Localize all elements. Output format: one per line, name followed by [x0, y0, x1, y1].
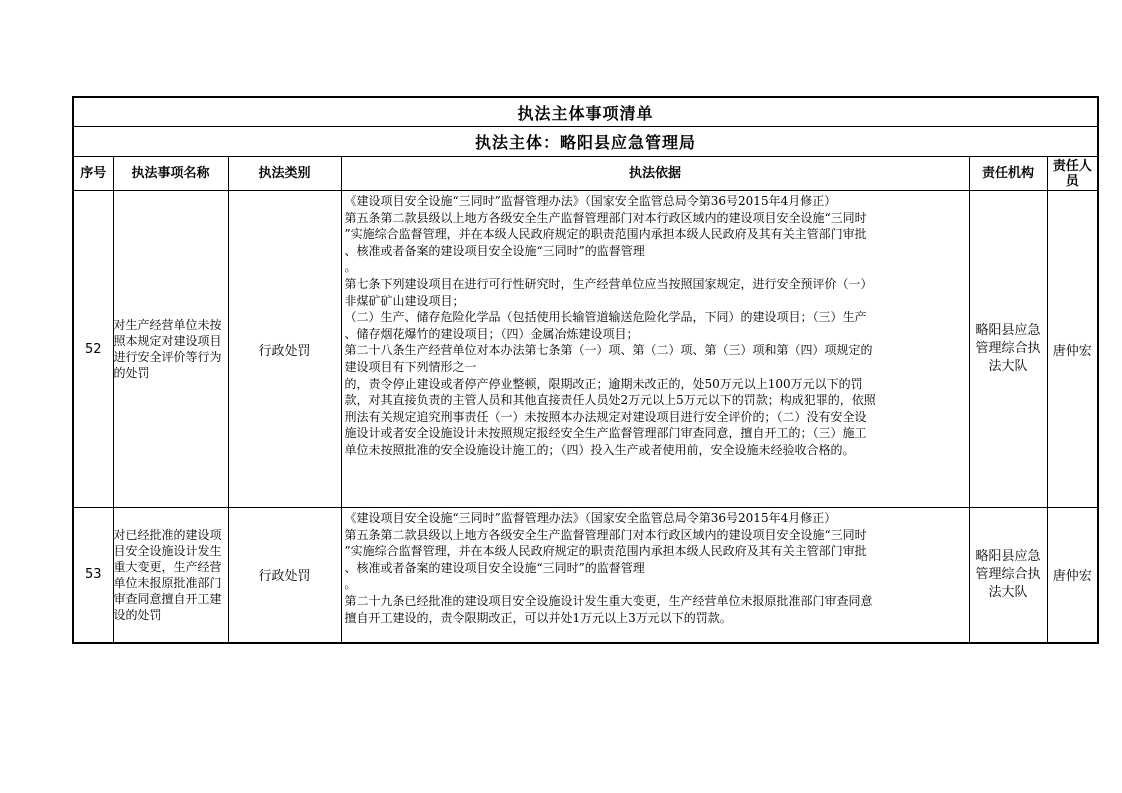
basis-line: 。	[344, 577, 357, 592]
basis-line: 刑法有关规定追究刑事责任（一）未按照本办法规定对建设项目进行安全评价的；（二）没有安全设	[344, 409, 867, 424]
header-name: 执法事项名称	[113, 157, 228, 191]
header-dept: 责任机构	[969, 157, 1047, 191]
basis-line: 擅自开工建设的，责令限期改正，可以并处1万元以上3万元以下的罚款。	[344, 610, 732, 625]
header-seq: 序号	[73, 157, 113, 191]
row-category: 行政处罚	[228, 508, 341, 643]
header-category: 执法类别	[228, 157, 341, 191]
basis-line: 建设项目有下列情形之一	[344, 359, 477, 374]
basis-lines	[345, 193, 966, 459]
basis-line: 、储存烟花爆竹的建设项目；（四）金属冶炼建设项目；	[344, 326, 639, 341]
basis-line: 第七条下列建设项目在进行可行性研究时，生产经营单位应当按照国家规定，进行安全预评价（一）	[344, 276, 873, 291]
basis-line: 单位未按照批准的安全设施设计施工的；（四）投入生产或者使用前，安全设施未经验收合格的。	[344, 442, 855, 457]
basis-lines	[345, 510, 966, 626]
row-responsible-person: 唐仲宏	[1047, 508, 1098, 643]
row-category: 行政处罚	[228, 191, 341, 508]
header-basis: 执法依据	[341, 157, 969, 191]
row-seq: 53	[73, 508, 113, 643]
basis-line: 。	[344, 260, 357, 275]
basis-line: 、核准或者备案的建设项目安全设施“三同时”的监督管理	[344, 560, 645, 575]
basis-line: 第五条第二款县级以上地方各级安全生产监督管理部门对本行政区域内的建设项目安全设施“三同时	[344, 527, 867, 542]
enforcement-subject: 执法主体：略阳县应急管理局	[73, 127, 1098, 157]
row-legal-basis	[341, 191, 969, 508]
enforcement-list-table	[72, 96, 1099, 644]
row-responsible-dept: 略阳县应急管理综合执法大队	[969, 191, 1047, 508]
row-item-name: 对已经批准的建设项目安全设施设计发生重大变更，生产经营单位未报原批准部门审查同意擅自开工建设的处罚	[113, 508, 228, 643]
table-row	[73, 191, 1098, 508]
subject-row	[73, 127, 1098, 157]
basis-line: 第五条第二款县级以上地方各级安全生产监督管理部门对本行政区域内的建设项目安全设施“三同时	[344, 210, 867, 225]
row-responsible-person: 唐仲宏	[1047, 191, 1098, 508]
basis-line: ”实施综合监督管理，并在本级人民政府规定的职责范围内承担本级人民政府及其有关主管部门审批	[344, 544, 867, 559]
basis-line: 施设计或者安全设施设计未按照规定报经安全生产监督管理部门审查同意，擅自开工的；（三）施工	[344, 426, 867, 441]
row-seq: 52	[73, 191, 113, 508]
row-legal-basis	[341, 508, 969, 643]
table-row	[73, 508, 1098, 643]
header-person: 责任人员	[1047, 157, 1098, 191]
title-row	[73, 97, 1098, 127]
basis-line: 《建设项目安全设施“三同时”监督管理办法》（国家安全监管总局令第36号2015年4月修正）	[344, 511, 837, 525]
basis-line: ”实施综合监督管理，并在本级人民政府规定的职责范围内承担本级人民政府及其有关主管部门审批	[344, 227, 867, 242]
row-responsible-dept: 略阳县应急管理综合执法大队	[969, 508, 1047, 643]
sheet-title: 执法主体事项清单	[73, 97, 1098, 127]
basis-line: （二）生产、储存危险化学品（包括使用长输管道输送危险化学品，下同）的建设项目；（三）生产	[344, 310, 867, 325]
basis-line: 第二十八条生产经营单位对本办法第七条第（一）项、第（二）项、第（三）项和第（四）项规定的	[344, 343, 873, 358]
basis-line: 非煤矿矿山建设项目；	[344, 293, 465, 308]
basis-line: 款，对其直接负责的主管人员和其他直接责任人员处2万元以上5万元以下的罚款；构成犯罪的，依照	[344, 393, 876, 408]
header-row	[73, 157, 1098, 191]
basis-line: 《建设项目安全设施“三同时”监督管理办法》（国家安全监管总局令第36号2015年4月修正）	[344, 194, 837, 208]
basis-line: 的，责令停止建设或者停产停业整顿，限期改正；逾期未改正的，处50万元以上100万元以下的罚	[344, 376, 863, 391]
basis-line: 第二十九条已经批准的建设项目安全设施设计发生重大变更，生产经营单位未报原批准部门审查同意	[344, 593, 873, 608]
row-item-name: 对生产经营单位未按照本规定对建设项目进行安全评价等行为的处罚	[113, 191, 228, 508]
basis-line: 、核准或者备案的建设项目安全设施“三同时”的监督管理	[344, 243, 645, 258]
